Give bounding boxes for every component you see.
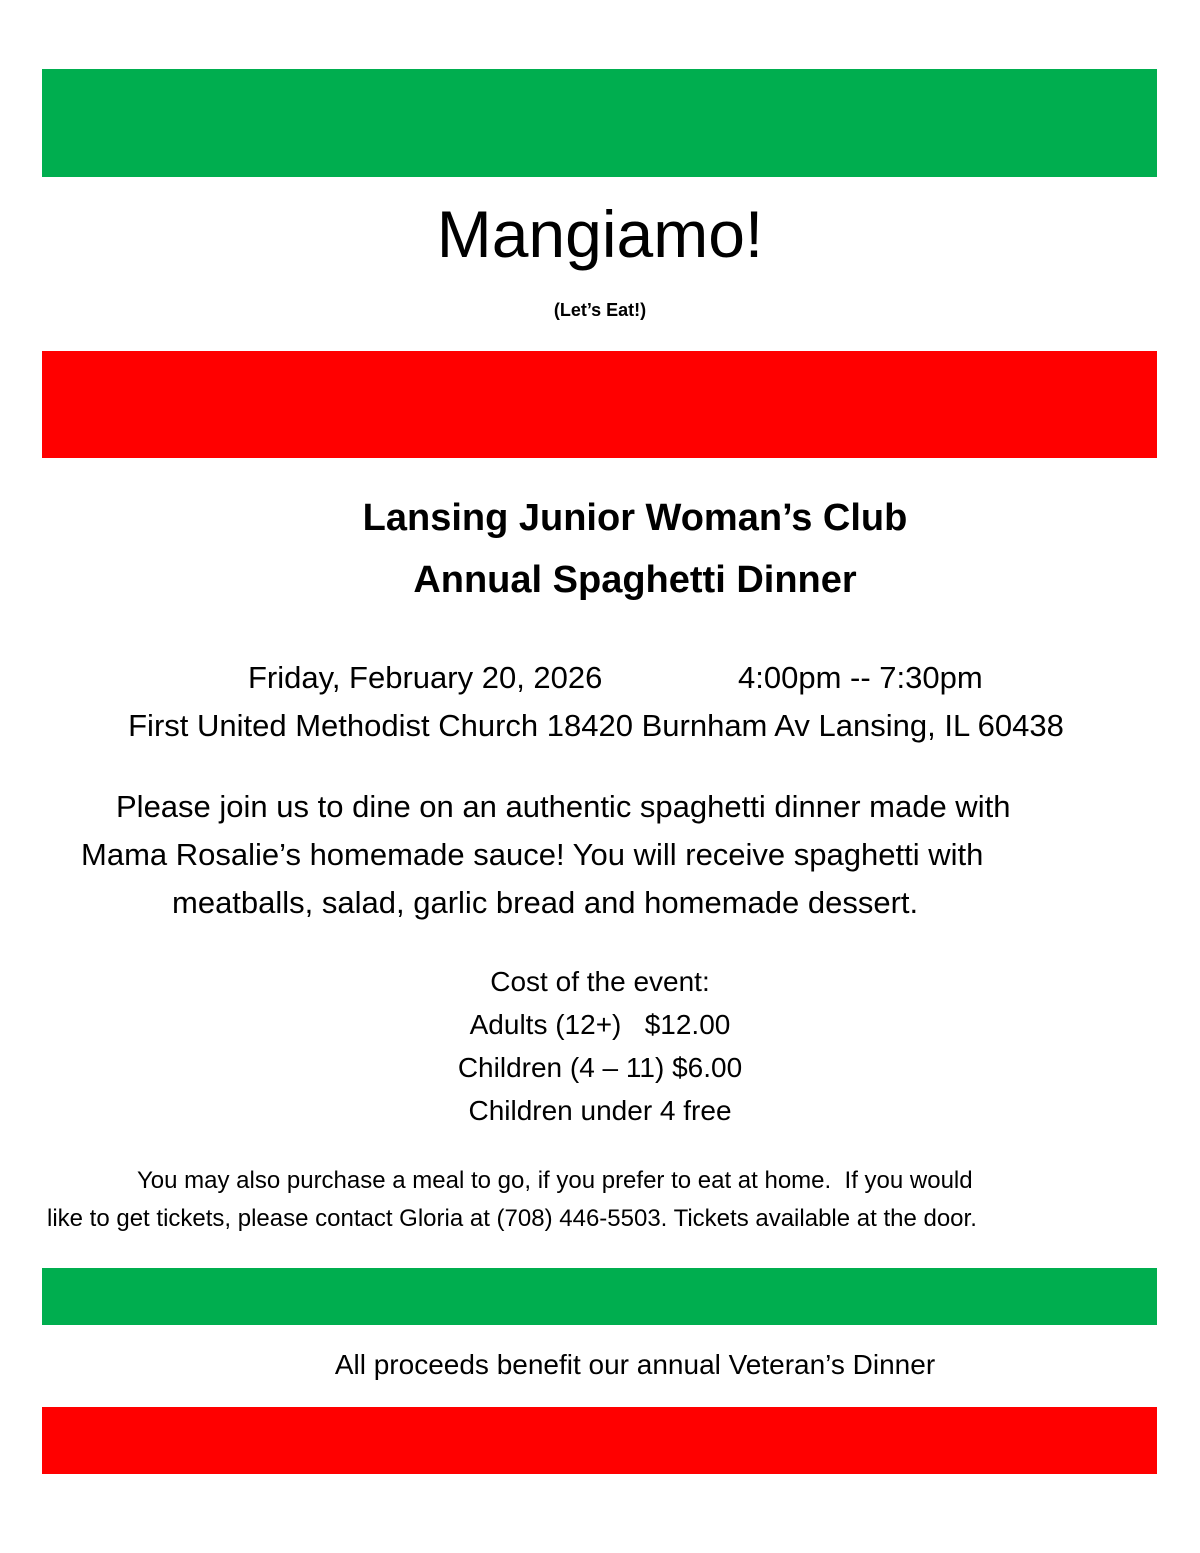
cost-children: Children (4 – 11) $6.00: [457, 1052, 743, 1083]
tickets-line-1: You may also purchase a meal to go, if you prefer to eat at home. If you would: [137, 1167, 973, 1194]
cost-heading: Cost of the event:: [490, 966, 710, 997]
event-time: 4:00pm -- 7:30pm: [738, 660, 983, 695]
description-line-2: Mama Rosalie’s homemade sauce! You will receive spaghetti with: [81, 837, 984, 872]
event-date: Friday, February 20, 2026: [248, 660, 603, 695]
upper-red-band: [42, 351, 1157, 458]
description-line-3: meatballs, salad, garlic bread and homemade dessert.: [172, 885, 919, 920]
event-name: Annual Spaghetti Dinner: [413, 559, 857, 601]
organizer-name: Lansing Junior Woman’s Club: [362, 497, 908, 539]
tickets-line-2: like to get tickets, please contact Gloria at (708) 446-5503. Tickets available at the door.: [47, 1205, 977, 1232]
event-location: First United Methodist Church 18420 Burnham Av Lansing, IL 60438: [128, 708, 1064, 743]
flyer-title: Mangiamo!: [436, 197, 764, 271]
lower-green-band: [42, 1268, 1157, 1325]
proceeds-note: All proceeds benefit our annual Veteran’s Dinner: [334, 1349, 936, 1380]
top-green-band: [42, 69, 1157, 177]
cost-adults: Adults (12+) $12.00: [469, 1009, 731, 1040]
bottom-red-band: [42, 1407, 1157, 1474]
cost-under-four: Children under 4 free: [468, 1095, 732, 1126]
description-line-1: Please join us to dine on an authentic spaghetti dinner made with: [116, 789, 1011, 824]
flyer-subtitle: (Let’s Eat!): [553, 300, 647, 320]
